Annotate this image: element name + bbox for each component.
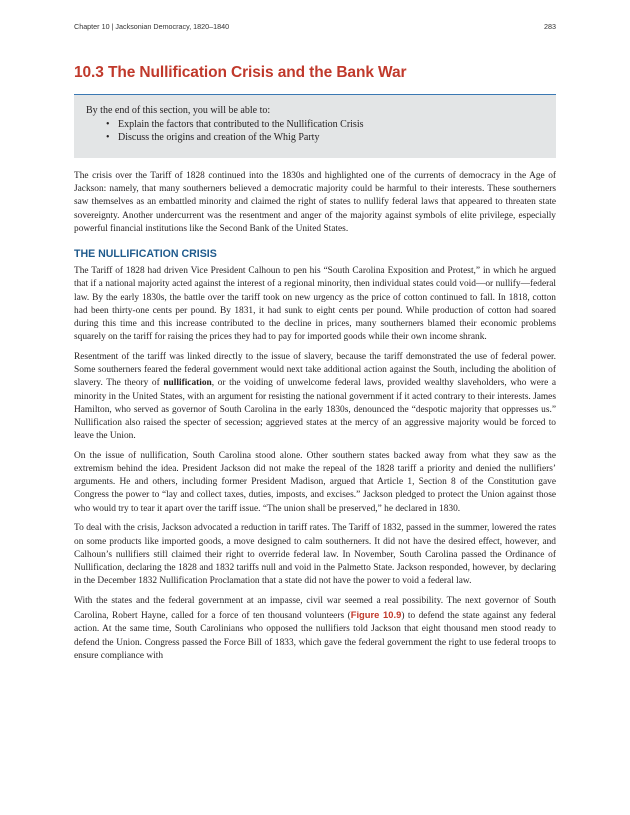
learning-objectives-box xyxy=(74,94,556,158)
paragraph-2-text-a: Resentment of the tariff was linked directly to the issue of slavery, because the tariff demonstrated the use of federal power. Some southerners feared the federal government would next take additional action against the South, including the abolition of slavery. The theory of xyxy=(74,351,556,389)
section-title: 10.3 The Nullification Crisis and the Bank War xyxy=(74,64,407,81)
objective-item xyxy=(106,118,544,132)
paragraph-5 xyxy=(74,595,556,663)
paragraph-1: The Tariff of 1828 had driven Vice President Calhoun to pen his “South Carolina Exposition and Protest,” in which he argued that if a national majority acted against the interest of a regional minority, then individual states could void—or nullify—federal law. By the early 1830s, the battle over the tariff took on new urgency as the price of cotton continued to fall. In 1818, cotton had been thirty-one cents per pound. By 1831, it had sunk to eight cents per pound. While production of cotton had soared during this time and this increase contributed to the decline in prices, many southerners blamed their economic problems squarely on the tariff for raising the prices they had to pay for imported goods while their own income shrank. xyxy=(74,266,556,343)
objective-text: Discuss the origins and creation of the Whig Party xyxy=(118,132,320,144)
paragraph-3: On the issue of nullification, South Carolina stood alone. Other southern states backed away from what they saw as the extremism behind the idea. President Jackson did not make the repeal of the 1828 tariff a priority and denied the nullifiers’ arguments. He and others, including former President Madison, argued that Article 1, Section 8 of the Constitution gave Congress the power to “lay and collect taxes, duties, imposts, and excises.” Jackson pledged to protect the Union against those who would try to tear it apart over the tariff issue. “The union shall be preserved,” he declared in 1830. xyxy=(74,450,556,514)
paragraph-5-text-b: ) to defend the state against any federal action. At the same time, South Carolinians who opposed the nullifiers told Jackson that eight thousand men stood ready to defend the Union. Congress passed the Force Bill of 1833, which gave the federal government the right to use federal troops to ensure compliance with xyxy=(74,611,556,661)
figure-link[interactable]: Figure 10.9 xyxy=(350,609,402,621)
subheading: THE NULLIFICATION CRISIS xyxy=(74,248,217,261)
paragraph-2-text-b: , or the voiding of unwelcome federal laws, provided wealthy slaveholders, who were a minority in the United States, with an argument for resisting the national government if it acted contrary to their interests. James Hamilton, who served as governor of South Carolina in the early 1830s, denounced the “despotic majority that oppresses us.” Nullification also raised the specter of secession; aggrieved states at the mercy of an aggressive majority would be forced to leave the Union. xyxy=(74,378,556,442)
page-number: 283 xyxy=(544,22,556,31)
paragraph-2 xyxy=(74,351,556,443)
chapter-running-head: Chapter 10 | Jacksonian Democracy, 1820–1840 xyxy=(74,22,230,31)
intro-paragraph: The crisis over the Tariff of 1828 continued into the 1830s and highlighted one of the currents of democracy in the Age of Jackson: namely, that many southerners believed a democratic majority could be harmful to their interests. These southerners saw themselves as an embattled minority and claimed the right of states to nullify federal laws that appeared to threaten state sovereignty. Another undercurrent was the resentment and anger of the majority against symbols of elite privilege, especially powerful financial institutions like the Second Bank of the United States. xyxy=(74,171,556,234)
key-term-nullification: nullification xyxy=(163,378,212,389)
objective-item xyxy=(106,131,544,145)
bullet-icon: • xyxy=(106,118,110,130)
page-header xyxy=(74,22,556,36)
objectives-list xyxy=(86,118,544,145)
paragraph-5-text-a: With the states and the federal government at an impasse, civil war seemed a real possibility. The next governor of South Carolina, Robert Hayne, called for a force of ten thousand volunteers ( xyxy=(74,595,556,622)
objectives-intro: By the end of this section, you will be able to: xyxy=(86,105,271,116)
section-body xyxy=(74,170,556,669)
paragraph-4: To deal with the crisis, Jackson advocated a reduction in tariff rates. The Tariff of 1832, passed in the summer, lowered the rates on some products like imported goods, a move designed to calm southerners. It did not have the desired effect, however, and Calhoun’s nullifiers still claimed their right to override federal law. In November, South Carolina passed the Ordinance of Nullification, declaring the 1828 and 1832 tariffs null and void in the Palmetto State. Jackson responded, however, by declaring in the December 1832 Nullification Proclamation that a state did not have the power to void a federal law. xyxy=(74,523,556,587)
objective-text: Explain the factors that contributed to the Nullification Crisis xyxy=(118,118,364,130)
bullet-icon: • xyxy=(106,132,110,144)
